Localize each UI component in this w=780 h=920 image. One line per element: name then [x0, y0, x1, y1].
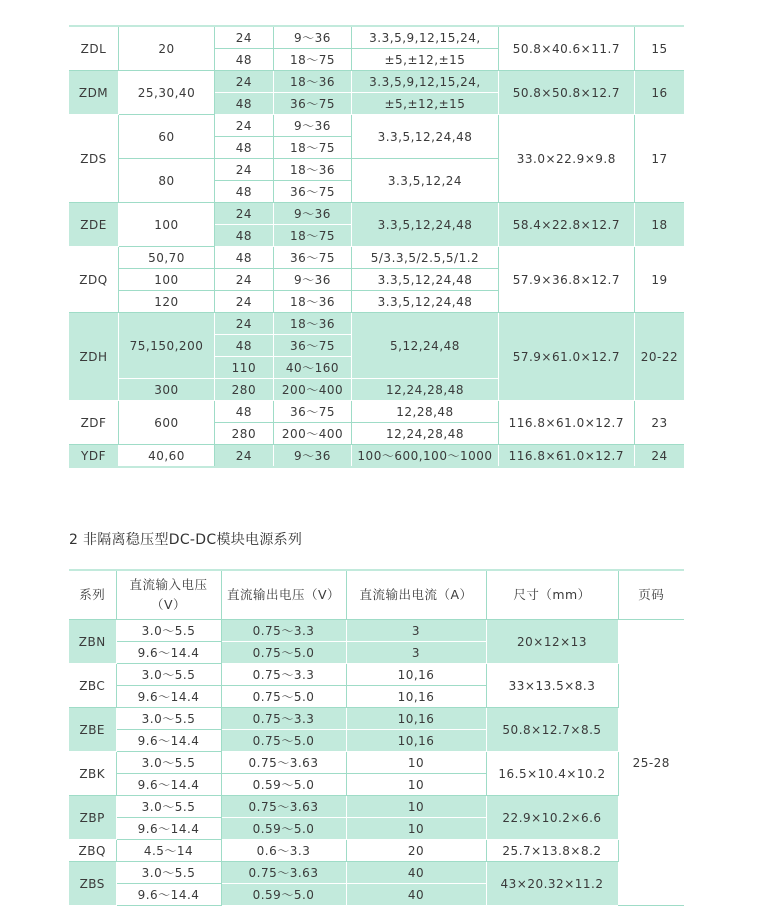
series-zde: ZDE	[69, 203, 119, 247]
iout-cell: 10,16	[346, 708, 486, 730]
header-page: 页码	[618, 570, 684, 620]
vin-nominal: 48	[214, 401, 273, 423]
size-cell: 25.7×13.8×8.2	[486, 840, 618, 862]
size-cell: 58.4×22.8×12.7	[498, 203, 634, 247]
vout-cell: 100～600,100～1000	[352, 445, 499, 468]
iout-cell: 10,16	[346, 664, 486, 686]
iout-cell: 40	[346, 884, 486, 906]
vin-nominal: 280	[214, 379, 273, 401]
series-zbp: ZBP	[69, 796, 116, 840]
size-cell: 57.9×61.0×12.7	[498, 313, 634, 401]
vout-cell: 3.3,5,12,24,48	[352, 291, 499, 313]
iout-cell: 40	[346, 862, 486, 884]
vout-cell: 0.75～3.63	[221, 862, 346, 884]
vin-cell: 9.6～14.4	[116, 642, 221, 664]
vin-range: 36～75	[273, 181, 351, 203]
iout-cell: 10	[346, 774, 486, 796]
vin-range: 18～75	[273, 137, 351, 159]
page-cell: 15	[634, 26, 684, 71]
table-header-row	[69, 570, 684, 620]
power-cell: 100	[119, 203, 215, 247]
vin-nominal: 24	[214, 291, 273, 313]
vin-nominal: 24	[214, 269, 273, 291]
vout-cell: 0.59～5.0	[221, 884, 346, 906]
vout-cell: 5/3.3,5/2.5,5/1.2	[352, 247, 499, 269]
vout-cell: 0.75～5.0	[221, 642, 346, 664]
series-zdm: ZDM	[69, 71, 119, 115]
vout-cell: 5,12,24,48	[352, 313, 499, 379]
vin-nominal: 24	[214, 26, 273, 49]
page-cell: 17	[634, 115, 684, 203]
size-cell: 16.5×10.4×10.2	[486, 752, 618, 796]
iout-cell: 10,16	[346, 730, 486, 752]
vout-cell: 0.75～3.3	[221, 664, 346, 686]
vin-cell: 3.0～5.5	[116, 708, 221, 730]
vin-range: 200～400	[273, 423, 351, 445]
vin-cell: 9.6～14.4	[116, 774, 221, 796]
power-cell: 600	[119, 401, 215, 445]
vin-nominal: 24	[214, 203, 273, 225]
vin-nominal: 24	[214, 313, 273, 335]
page-cell: 19	[634, 247, 684, 313]
vout-cell: 0.75～3.63	[221, 796, 346, 818]
series-zdq: ZDQ	[69, 247, 119, 313]
vin-nominal: 48	[214, 137, 273, 159]
vin-range: 9～36	[273, 269, 351, 291]
vout-cell: ±5,±12,±15	[352, 49, 499, 71]
header-vout: 直流输出电压（V）	[221, 570, 346, 620]
vin-range: 36～75	[273, 335, 351, 357]
vin-nominal: 24	[214, 159, 273, 181]
vin-range: 36～75	[273, 401, 351, 423]
power-cell: 20	[119, 26, 215, 71]
vout-cell: 12,24,28,48	[352, 423, 499, 445]
vout-cell: ±5,±12,±15	[352, 93, 499, 115]
header-vin-line2: （V）	[150, 597, 187, 612]
vin-range: 9～36	[273, 26, 351, 49]
vout-cell: 0.75～3.3	[221, 708, 346, 730]
power-cell: 25,30,40	[119, 71, 215, 115]
iout-cell: 10	[346, 752, 486, 774]
series-zbn: ZBN	[69, 620, 116, 664]
vin-nominal: 24	[214, 71, 273, 93]
vin-range: 18～75	[273, 225, 351, 247]
vin-cell: 3.0～5.5	[116, 664, 221, 686]
vin-range: 9～36	[273, 203, 351, 225]
vin-range: 200～400	[273, 379, 351, 401]
power-cell: 300	[119, 379, 215, 401]
size-cell: 116.8×61.0×12.7	[498, 445, 634, 468]
vin-cell: 3.0～5.5	[116, 796, 221, 818]
vin-range: 18～36	[273, 159, 351, 181]
vin-range: 18～36	[273, 291, 351, 313]
power-cell: 40,60	[119, 445, 215, 468]
vout-cell: 3.3,5,9,12,15,24,	[352, 26, 499, 49]
size-cell: 50.8×40.6×11.7	[498, 26, 634, 71]
vout-cell: 3.3,5,12,24,48	[352, 115, 499, 159]
power-cell: 100	[119, 269, 215, 291]
vin-nominal: 280	[214, 423, 273, 445]
size-cell: 43×20.32×11.2	[486, 862, 618, 906]
vout-cell: 0.75～5.0	[221, 686, 346, 708]
vin-nominal: 48	[214, 49, 273, 71]
vin-nominal: 48	[214, 335, 273, 357]
size-cell: 22.9×10.2×6.6	[486, 796, 618, 840]
vin-cell: 3.0～5.5	[116, 752, 221, 774]
vin-cell: 3.0～5.5	[116, 862, 221, 884]
vin-nominal: 24	[214, 115, 273, 137]
series-zbs: ZBS	[69, 862, 116, 906]
page-cell: 23	[634, 401, 684, 445]
size-cell: 116.8×61.0×12.7	[498, 401, 634, 445]
vin-nominal: 48	[214, 181, 273, 203]
series-zbk: ZBK	[69, 752, 116, 796]
vin-cell: 3.0～5.5	[116, 620, 221, 642]
vin-range: 9～36	[273, 445, 351, 468]
series-zbc: ZBC	[69, 664, 116, 708]
size-cell: 33×13.5×8.3	[486, 664, 618, 708]
vin-nominal: 48	[214, 93, 273, 115]
vin-cell: 4.5～14	[116, 840, 221, 862]
series-zdf: ZDF	[69, 401, 119, 445]
vin-cell: 9.6～14.4	[116, 686, 221, 708]
vin-range: 40～160	[273, 357, 351, 379]
power-cell: 60	[119, 115, 215, 159]
vout-cell: 3.3,5,12,24,48	[352, 203, 499, 247]
page-cell: 18	[634, 203, 684, 247]
vout-cell: 0.75～3.3	[221, 620, 346, 642]
header-vin-line1: 直流输入电压	[129, 577, 208, 592]
vin-cell: 9.6～14.4	[116, 884, 221, 906]
vout-cell: 0.59～5.0	[221, 818, 346, 840]
series-zdh: ZDH	[69, 313, 119, 401]
series-zds: ZDS	[69, 115, 119, 203]
section-title: 2 非隔离稳压型DC-DC模块电源系列	[69, 532, 303, 548]
vin-range: 18～36	[273, 71, 351, 93]
page-cell: 25-28	[618, 620, 684, 906]
vout-cell: 12,28,48	[352, 401, 499, 423]
vout-cell: 0.75～3.63	[221, 752, 346, 774]
header-size: 尺寸（mm）	[486, 570, 618, 620]
non-isolated-series-table	[69, 569, 684, 906]
iout-cell: 3	[346, 642, 486, 664]
vout-cell: 3.3,5,9,12,15,24,	[352, 71, 499, 93]
power-cell: 80	[119, 159, 215, 203]
power-cell: 75,150,200	[119, 313, 215, 379]
size-cell: 57.9×36.8×12.7	[498, 247, 634, 313]
series-ydf: YDF	[69, 445, 119, 468]
header-iout: 直流输出电流（A）	[346, 570, 486, 620]
iout-cell: 10	[346, 818, 486, 840]
header-vin	[116, 570, 221, 620]
size-cell: 20×12×13	[486, 620, 618, 664]
iout-cell: 10	[346, 796, 486, 818]
page-cell: 20-22	[634, 313, 684, 401]
vin-range: 18～36	[273, 313, 351, 335]
power-cell: 50,70	[119, 247, 215, 269]
series-zbq: ZBQ	[69, 840, 116, 862]
page-cell: 16	[634, 71, 684, 115]
iout-cell: 3	[346, 620, 486, 642]
vin-nominal: 48	[214, 225, 273, 247]
header-series: 系列	[69, 570, 116, 620]
series-zdl: ZDL	[69, 26, 119, 71]
series-zbe: ZBE	[69, 708, 116, 752]
size-cell: 33.0×22.9×9.8	[498, 115, 634, 203]
vout-cell: 0.75～5.0	[221, 730, 346, 752]
vin-range: 9～36	[273, 115, 351, 137]
size-cell: 50.8×50.8×12.7	[498, 71, 634, 115]
vin-nominal: 48	[214, 247, 273, 269]
power-cell: 120	[119, 291, 215, 313]
isolated-series-table	[69, 25, 684, 468]
page-cell: 24	[634, 445, 684, 468]
vin-cell: 9.6～14.4	[116, 730, 221, 752]
size-cell: 50.8×12.7×8.5	[486, 708, 618, 752]
vin-range: 18～75	[273, 49, 351, 71]
vin-nominal: 110	[214, 357, 273, 379]
iout-cell: 20	[346, 840, 486, 862]
vin-range: 36～75	[273, 247, 351, 269]
vout-cell: 12,24,28,48	[352, 379, 499, 401]
vout-cell: 0.6～3.3	[221, 840, 346, 862]
vout-cell: 3.3,5,12,24,48	[352, 269, 499, 291]
vout-cell: 3.3,5,12,24	[352, 159, 499, 203]
vin-cell: 9.6～14.4	[116, 818, 221, 840]
vin-range: 36～75	[273, 93, 351, 115]
vin-nominal: 24	[214, 445, 273, 468]
vout-cell: 0.59～5.0	[221, 774, 346, 796]
iout-cell: 10,16	[346, 686, 486, 708]
